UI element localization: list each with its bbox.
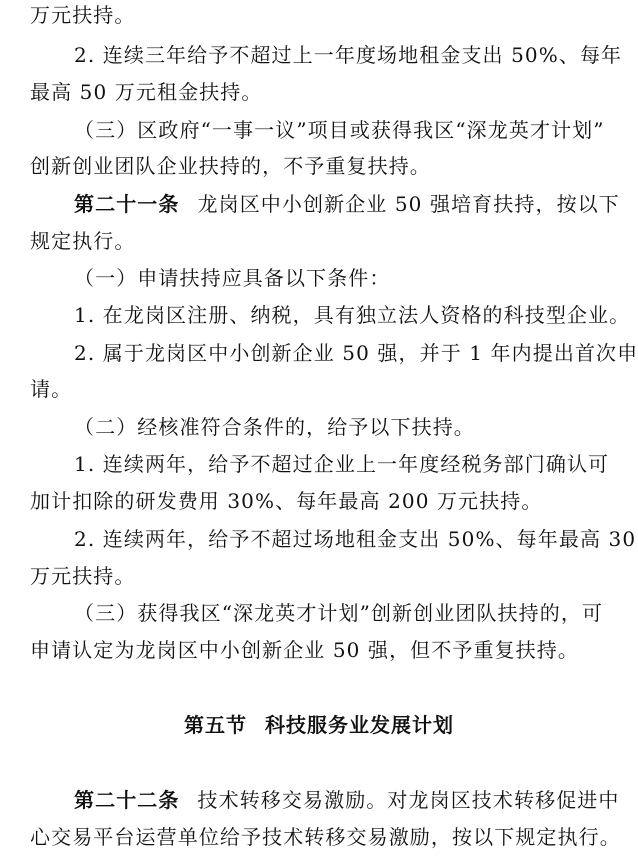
text-line: 请。 <box>30 377 73 401</box>
text-line: 万元扶持。 <box>30 564 136 588</box>
text-line: 1. 在龙岗区注册、纳税，具有独立法人资格的科技型企业。 <box>74 303 631 327</box>
text-line: 申请认定为龙岗区中小创新企业 50 强，但不予重复扶持。 <box>30 638 579 662</box>
section-heading <box>0 712 638 738</box>
text-line: 加计扣除的研发费用 30%、每年最高 200 万元扶持。 <box>30 489 543 513</box>
section-number: 第五节 <box>184 713 247 737</box>
text-line: 1. 连续两年，给予不超过企业上一年度经税务部门确认可 <box>74 452 610 476</box>
article-21-label: 第二十一条 <box>74 192 180 216</box>
text-line: （一）申请扶持应具备以下条件： <box>74 266 391 290</box>
article-22-label: 第二十二条 <box>74 788 180 812</box>
text-line: （三）获得我区“深龙英才计划”创新创业团队扶持的，可 <box>74 601 604 625</box>
text-line: 龙岗区中小创新企业 50 强培育扶持，按以下 <box>197 192 620 216</box>
text-line: （二）经核准符合条件的，给予以下扶持。 <box>74 415 475 439</box>
article-22-line <box>74 787 620 813</box>
section-title: 科技服务业发展计划 <box>265 713 454 737</box>
text-line: 技术转移交易激励。对龙岗区技术转移促进中 <box>197 788 620 812</box>
article-21-line <box>74 191 620 217</box>
text-line: （三）区政府“一事一议”项目或获得我区“深龙英才计划” <box>74 118 605 142</box>
text-line: 2. 连续两年，给予不超过场地租金支出 50%、每年最高 30 <box>74 527 637 551</box>
text-line: 最高 50 万元租金扶持。 <box>30 80 263 104</box>
text-line: 创新创业团队企业扶持的，不予重复扶持。 <box>30 154 431 178</box>
text-line: 2. 连续三年给予不超过上一年度场地租金支出 50%、每年 <box>74 43 623 67</box>
text-line: 万元扶持。 <box>30 3 136 27</box>
text-line: 心交易平台运营单位给予技术转移交易激励，按以下规定执行。 <box>30 825 621 849</box>
text-line: 规定执行。 <box>30 229 136 253</box>
text-line: 2. 属于龙岗区中小创新企业 50 强，并于 1 年内提出首次申 <box>74 341 638 365</box>
